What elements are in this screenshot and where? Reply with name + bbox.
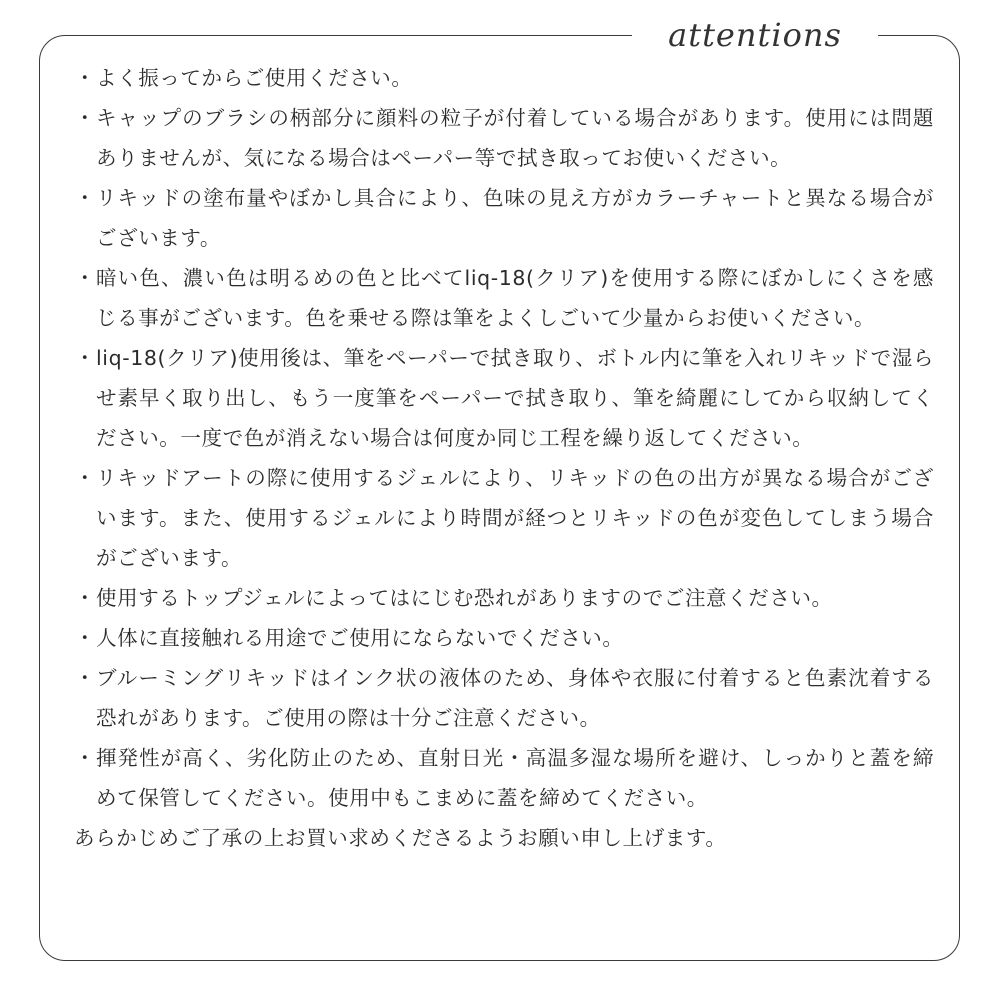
- note-text: 人体に直接触れる用途でご使用にならないでください。: [96, 626, 624, 650]
- bullet-icon: ・: [74, 466, 96, 490]
- note-item: [74, 98, 934, 178]
- notice-content: [74, 58, 934, 858]
- note-text: リキッドアートの際に使用するジェルにより、リキッドの色の出方が異なる場合がございます。また、使用するジェルにより時間が経つとリキッドの色が変色してしまう場合がございます。: [96, 466, 934, 570]
- note-item: [74, 338, 934, 458]
- note-item: [74, 658, 934, 738]
- bullet-icon: ・: [74, 346, 96, 370]
- note-text: ブルーミングリキッドはインク状の液体のため、身体や衣服に付着すると色素沈着する恐れがあります。ご使用の際は十分ご注意ください。: [96, 666, 934, 730]
- note-text: liq-18(クリア)使用後は、筆をペーパーで拭き取り、ボトル内に筆を入れリキッドで湿らせ素早く取り出し、もう一度筆をペーパーで拭き取り、筆を綺麗にしてから収納してください。一度で色が消えない場合は何度か同じ工程を繰り返してください。: [96, 346, 934, 450]
- note-item: [74, 578, 934, 618]
- bullet-icon: ・: [74, 186, 96, 210]
- note-text: キャップのブラシの柄部分に顔料の粒子が付着している場合があります。使用には問題ありませんが、気になる場合はペーパー等で拭き取ってお使いください。: [96, 106, 934, 170]
- note-text: 使用するトップジェルによってはにじむ恐れがありますのでご注意ください。: [96, 586, 833, 610]
- note-item: [74, 58, 934, 98]
- note-text: 揮発性が高く、劣化防止のため、直射日光・高温多湿な場所を避け、しっかりと蓋を締めて保管してください。使用中もこまめに蓋を締めてください。: [96, 746, 934, 810]
- bullet-icon: ・: [74, 106, 96, 130]
- bullet-icon: ・: [74, 266, 96, 290]
- note-text: よく振ってからご使用ください。: [96, 66, 413, 90]
- note-item: [74, 738, 934, 818]
- bullet-icon: ・: [74, 586, 96, 610]
- closing-text: あらかじめご了承の上お買い求めくださるようお願い申し上げます。: [74, 826, 727, 850]
- note-text: リキッドの塗布量やぼかし具合により、色味の見え方がカラーチャートと異なる場合がございます。: [96, 186, 934, 250]
- header-title: attentions: [668, 16, 842, 54]
- note-item: [74, 458, 934, 578]
- note-item: [74, 178, 934, 258]
- bullet-icon: ・: [74, 666, 96, 690]
- bullet-icon: ・: [74, 746, 96, 770]
- bullet-icon: ・: [74, 66, 96, 90]
- note-text: 暗い色、濃い色は明るめの色と比べてliq-18(クリア)を使用する際にぼかしにくさを感じる事がございます。色を乗せる際は筆をよくしごいて少量からお使いください。: [96, 266, 934, 330]
- note-item: [74, 618, 934, 658]
- note-item: [74, 258, 934, 338]
- bullet-icon: ・: [74, 626, 96, 650]
